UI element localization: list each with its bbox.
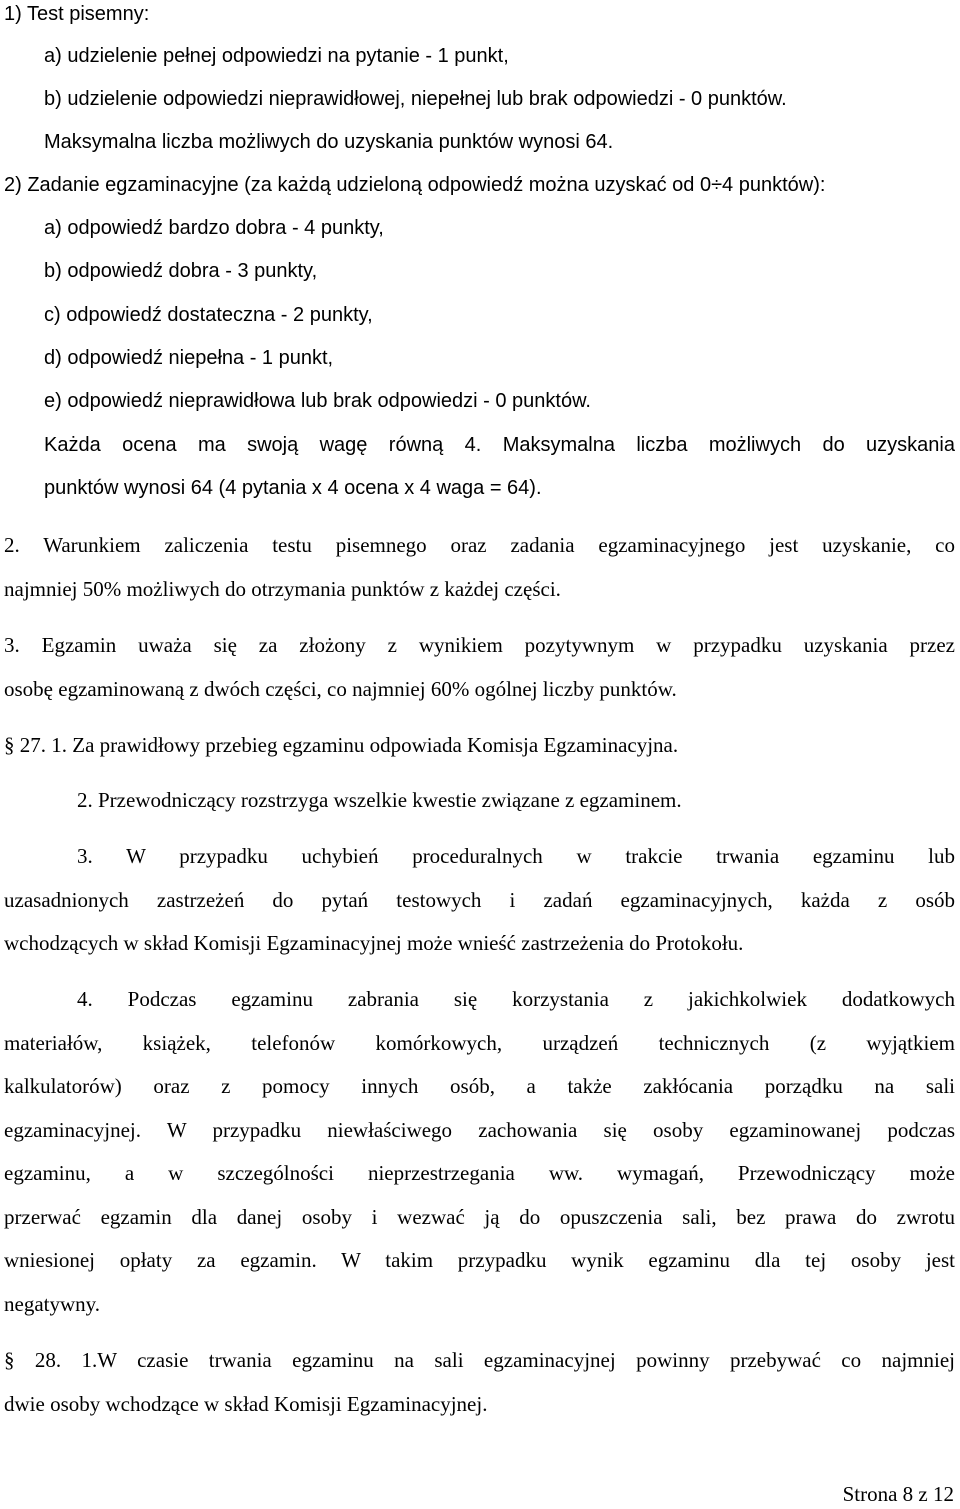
- section1-max-points: Maksymalna liczba możliwych do uzyskania punktów wynosi 64.: [44, 131, 614, 153]
- para3-line1: 3. Egzamin uważa się za złożony z wynikiem pozytywnym w przypadku uzyskania przez: [4, 633, 955, 657]
- para2-line1: 2. Warunkiem zaliczenia testu pisemnego oraz zadania egzaminacyjnego jest uzyskanie, co: [4, 533, 955, 557]
- section2-weight-line2: punktów wynosi 64 (4 pytania x 4 ocena x 4 waga = 64).: [44, 477, 542, 499]
- section2-item-b: b) odpowiedź dobra - 3 punkty,: [44, 260, 318, 282]
- s27-p4-line3: kalkulatorów) oraz z pomocy innych osób, a także zakłócania porządku na sali: [4, 1074, 955, 1098]
- section1-title: 1) Test pisemny:: [4, 3, 150, 25]
- section2-item-e: e) odpowiedź nieprawidłowa lub brak odpowiedzi - 0 punktów.: [44, 390, 591, 412]
- s27-p4-line7: wniesionej opłaty za egzamin. W takim przypadku wynik egzaminu dla tej osoby jest: [4, 1248, 955, 1272]
- s27-p4-line1: 4. Podczas egzaminu zabrania się korzystania z jakichkolwiek dodatkowych: [77, 987, 955, 1011]
- s27-p4-line4: egzaminacyjnej. W przypadku niewłaściwego zachowania się osoby egzaminowanej podczas: [4, 1118, 955, 1142]
- s27-p4-line8: negatywny.: [4, 1292, 101, 1316]
- section2-item-c: c) odpowiedź dostateczna - 2 punkty,: [44, 304, 373, 326]
- s27-p3-line1: 3. W przypadku uchybień proceduralnych w trakcie trwania egzaminu lub: [77, 844, 955, 868]
- s27-p3-line3: wchodzących w skład Komisji Egzaminacyjnej może wnieść zastrzeżenia do Protokołu.: [4, 931, 744, 955]
- section2-title: 2) Zadanie egzaminacyjne (za każdą udzieloną odpowiedź można uzyskać od 0÷4 punktów):: [4, 174, 826, 196]
- s28-line1: § 28. 1.W czasie trwania egzaminu na sali egzaminacyjnej powinny przebywać co najmniej: [4, 1348, 955, 1372]
- s28-line2: dwie osoby wchodzące w skład Komisji Egzaminacyjnej.: [4, 1392, 488, 1416]
- para2-line2: najmniej 50% możliwych do otrzymania punktów z każdej części.: [4, 577, 561, 601]
- s27-p3-line2: uzasadnionych zastrzeżeń do pytań testowych i zadań egzaminacyjnych, każda z osób: [4, 888, 955, 912]
- s27-p1: § 27. 1. Za prawidłowy przebieg egzaminu odpowiada Komisja Egzaminacyjna.: [4, 733, 679, 757]
- section2-weight-line1: Każda ocena ma swoją wagę równą 4. Maksymalna liczba możliwych do uzyskania: [44, 434, 955, 456]
- section1-item-b: b) udzielenie odpowiedzi nieprawidłowej, niepełnej lub brak odpowiedzi - 0 punktów.: [44, 88, 787, 110]
- s27-p4-line5: egzaminu, a w szczególności nieprzestrzegania ww. wymagań, Przewodniczący może: [4, 1161, 955, 1185]
- section2-item-d: d) odpowiedź niepełna - 1 punkt,: [44, 347, 334, 369]
- s27-p4-line2: materiałów, książek, telefonów komórkowych, urządzeń technicznych (z wyjątkiem: [4, 1031, 955, 1055]
- para3-line2: osobę egzaminowaną z dwóch części, co najmniej 60% ogólnej liczby punktów.: [4, 677, 677, 701]
- s27-p2: 2. Przewodniczący rozstrzyga wszelkie kwestie związane z egzaminem.: [77, 788, 682, 812]
- page-number: Strona 8 z 12: [842, 1482, 954, 1506]
- s27-p4-line6: przerwać egzamin dla danej osoby i wezwać ją do opuszczenia sali, bez prawa do zwrotu: [4, 1205, 955, 1229]
- section1-item-a: a) udzielenie pełnej odpowiedzi na pytanie - 1 punkt,: [44, 45, 509, 67]
- section2-item-a: a) odpowiedź bardzo dobra - 4 punkty,: [44, 217, 384, 239]
